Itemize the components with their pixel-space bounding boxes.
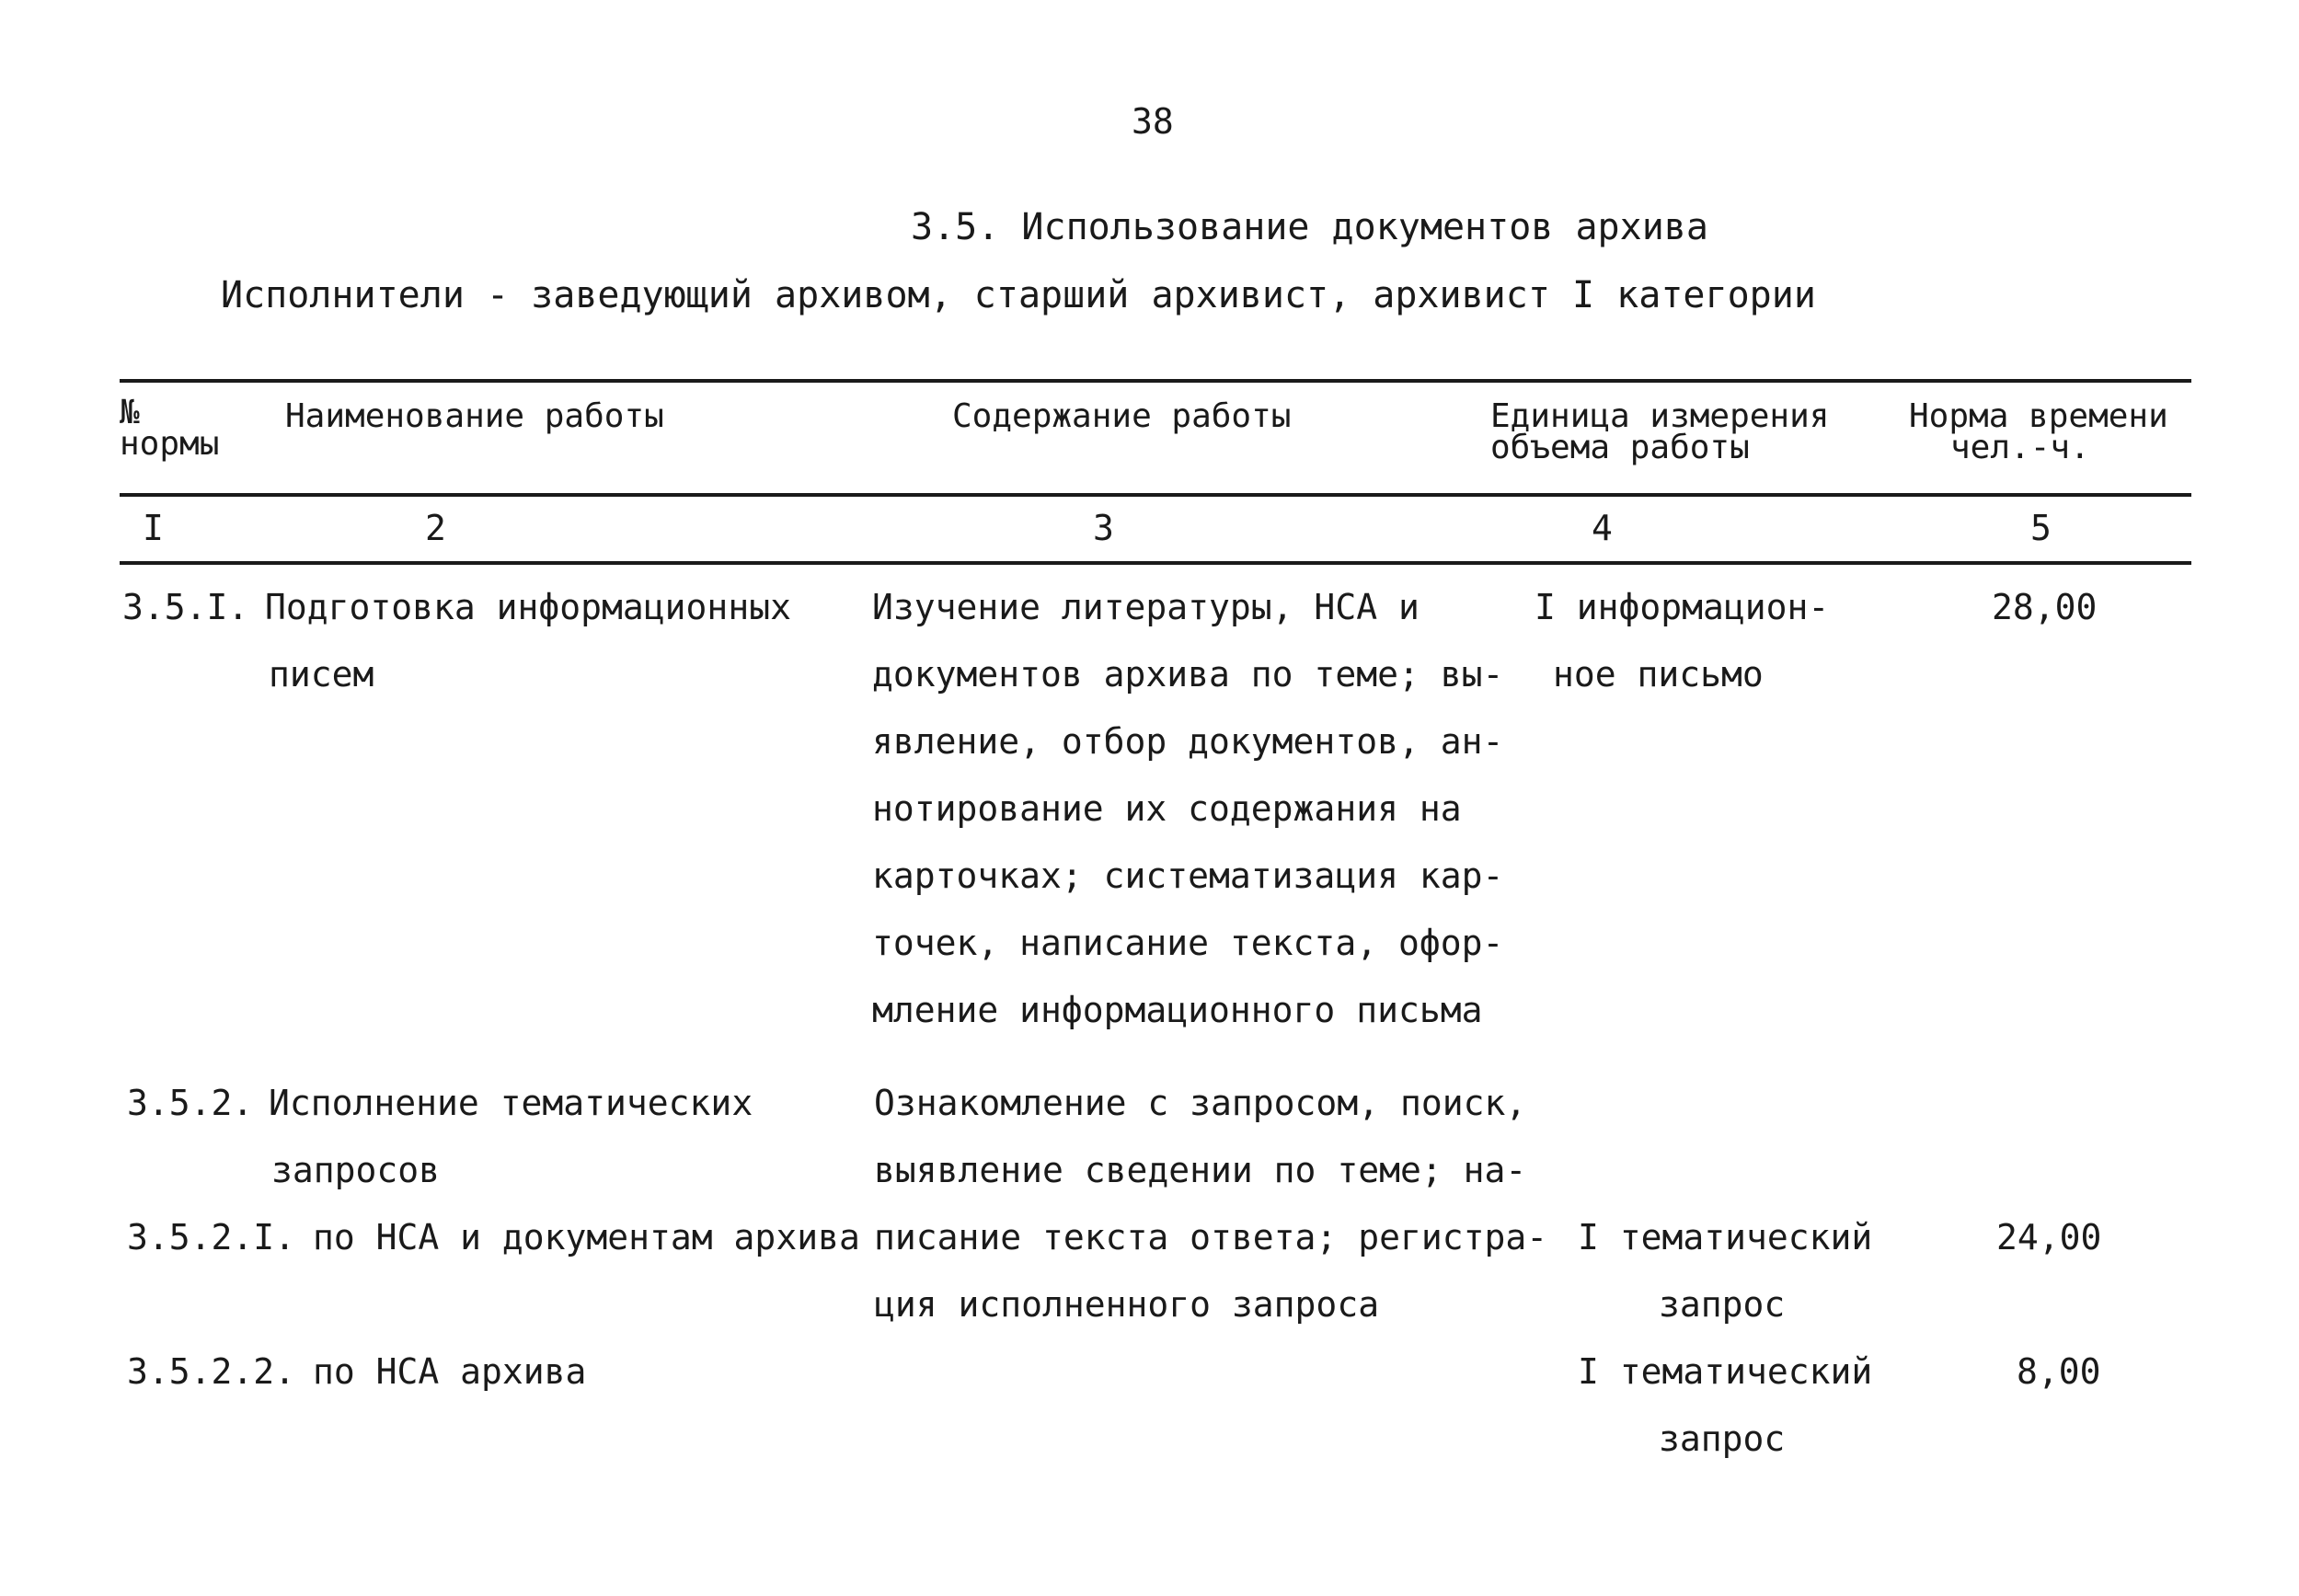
row-unit: I тематический (1578, 1351, 1873, 1392)
column-number-4: 4 (1592, 508, 1613, 548)
row-work-name: писем (269, 654, 374, 695)
row-work-name: Исполнение тематических (269, 1083, 753, 1123)
header-work-name: Наименование работы (285, 397, 664, 435)
page-number: 38 (1132, 101, 1174, 142)
row-content-line: Ознакомление с запросом, поиск, (874, 1083, 1527, 1123)
row-content-line: явление, отбор документов, ан- (872, 721, 1504, 762)
header-norm-line1: Норма времени (1909, 397, 2168, 435)
row-work-name: по НСА и документам архива (313, 1217, 860, 1257)
row-content-line: нотирование их содержания на (872, 788, 1462, 829)
row-unit: запрос (1659, 1418, 1786, 1459)
row-content-line: карточках; систематизация кар- (872, 855, 1504, 896)
row-number: 3.5.2.2. (127, 1351, 296, 1392)
section-title: 3.5. Использование документов архива (911, 206, 1708, 248)
row-content-line: мление информационного письма (872, 990, 1483, 1030)
row-unit: I информацион- (1535, 587, 1830, 627)
header-col1-symbol: № (120, 394, 140, 431)
row-norm: 28,00 (1992, 587, 2098, 627)
row-number: 3.5.2.I. (127, 1217, 296, 1257)
column-numbers-rule (120, 561, 2191, 565)
row-work-name: Подготовка информационных (265, 587, 791, 627)
row-norm: 24,00 (1996, 1217, 2102, 1257)
column-number-5: 5 (2030, 508, 2052, 548)
row-work-name: запросов (271, 1150, 441, 1190)
header-work-content: Содержание работы (952, 397, 1292, 435)
row-number: 3.5.2. (127, 1083, 254, 1123)
column-number-1: I (143, 508, 164, 548)
row-content-line: ция исполненного запроса (874, 1284, 1380, 1325)
header-norm-line2: чел.-ч. (1950, 429, 2090, 466)
row-unit: I тематический (1578, 1217, 1873, 1257)
column-number-3: 3 (1093, 508, 1114, 548)
performers-line: Исполнители - заведующий архивом, старший архивист, архивист I категории (221, 274, 1816, 316)
row-content-line: писание текста ответа; регистра- (874, 1217, 1548, 1257)
row-content-line: Изучение литературы, НСА и (872, 587, 1420, 627)
row-content-line: точек, написание текста, офор- (872, 923, 1504, 963)
header-col1-label: нормы (120, 425, 220, 463)
row-content-line: документов архива по теме; вы- (872, 654, 1504, 695)
header-unit-line2: объема работы (1490, 429, 1750, 466)
row-unit: запрос (1659, 1284, 1786, 1325)
row-unit: ное письмо (1553, 654, 1764, 695)
column-number-2: 2 (425, 508, 446, 548)
row-number: 3.5.I. (122, 587, 249, 627)
header-unit-line1: Единица измерения (1490, 397, 1830, 435)
row-content-line: выявление сведении по теме; на- (874, 1150, 1527, 1190)
header-bottom-rule (120, 493, 2191, 497)
row-work-name: по НСА архива (313, 1351, 587, 1392)
table-top-rule (120, 379, 2191, 383)
row-norm: 8,00 (2017, 1351, 2101, 1392)
